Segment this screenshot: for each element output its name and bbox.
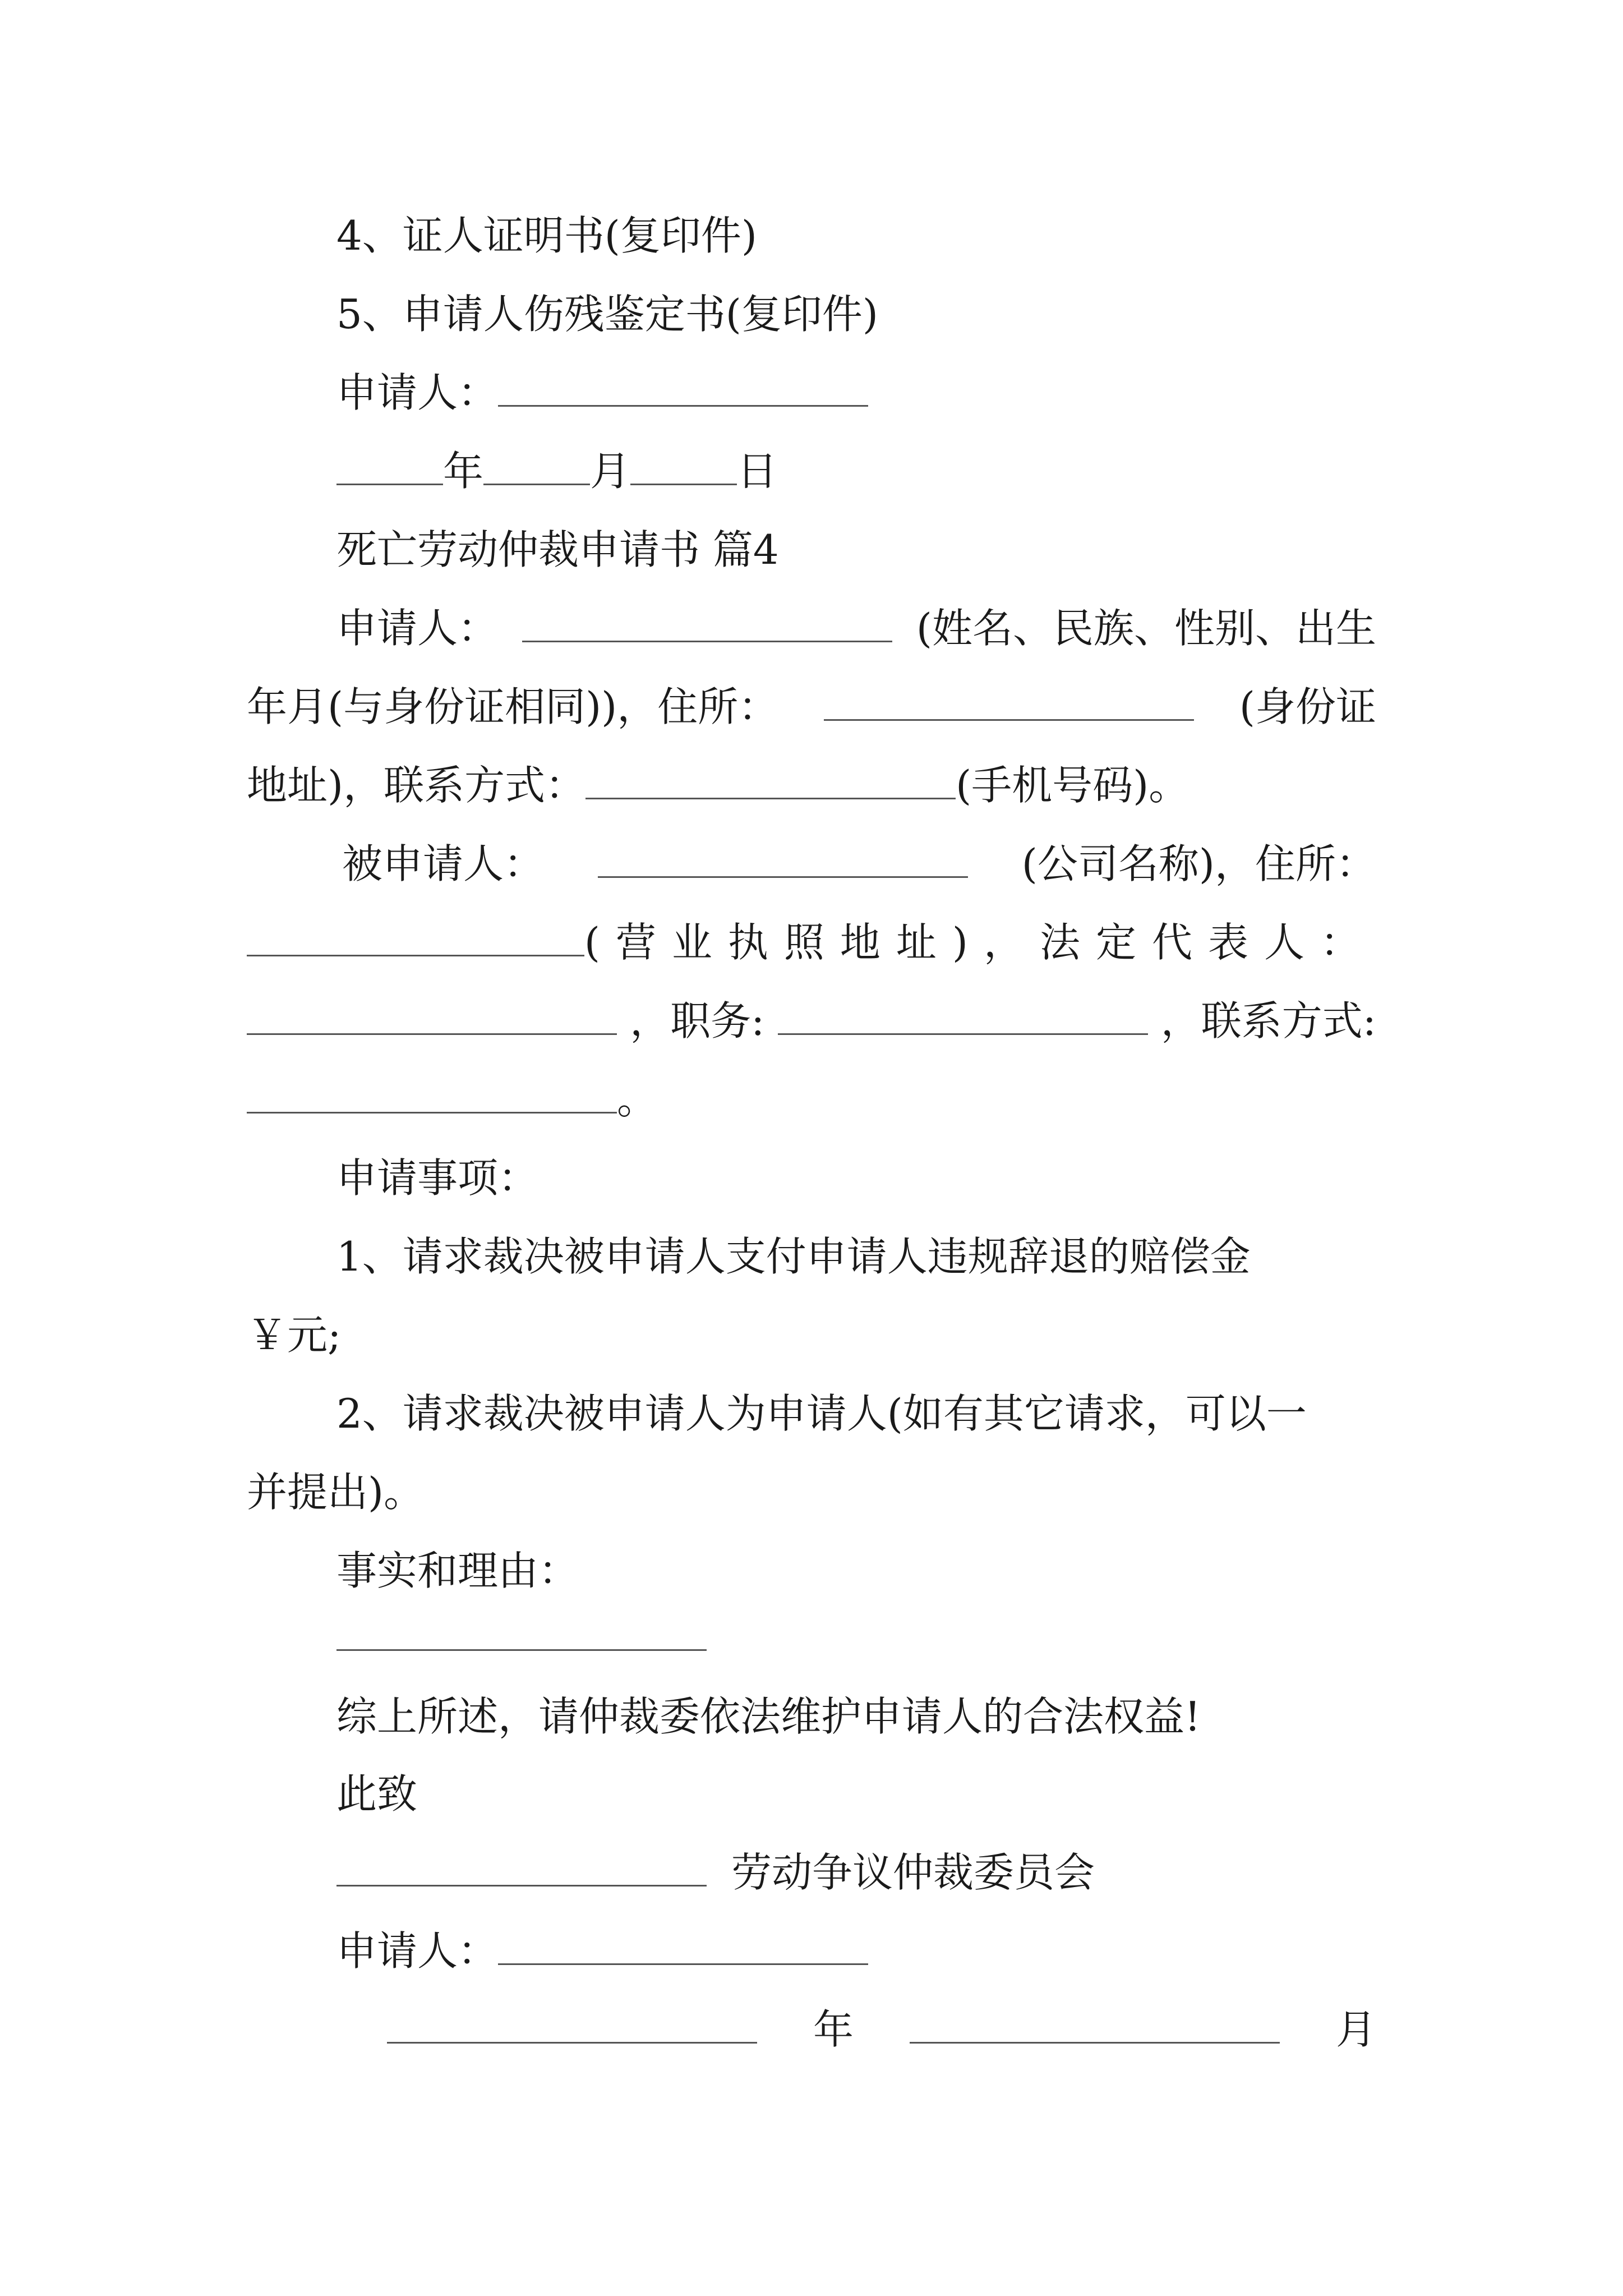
applicant-signature-line-2 <box>336 1924 868 1978</box>
date-line <box>336 444 777 498</box>
committee-line <box>336 1846 1095 1899</box>
respondent-label: 被申请人： <box>342 840 545 887</box>
facts-blank-line <box>336 1610 707 1664</box>
applicant-paragraph-line-3 <box>247 758 1189 812</box>
contact-label: 地址)，联系方式： <box>247 762 586 809</box>
respondent-line-4 <box>247 1073 657 1126</box>
respondent-line-2 <box>247 915 1376 969</box>
month-blank <box>483 447 590 485</box>
applicant-blank <box>498 368 868 407</box>
applicant-blank-2 <box>498 1926 868 1965</box>
applicant-paragraph-line-2 <box>247 680 1376 734</box>
claim-2-line-1: 2、请求裁决被申请人为申请人(如有其它请求，可以一 <box>336 1390 1307 1437</box>
committee-blank <box>336 1848 707 1887</box>
month-label: 月 <box>590 448 631 495</box>
year-blank <box>336 447 443 485</box>
attachment-item-4: 4、证人证明书(复印件) <box>336 212 757 259</box>
applicant-residence-label: 年月(与身份证相同))，住所： <box>247 683 779 730</box>
year-label: 年 <box>443 448 484 495</box>
day-blank <box>630 447 737 485</box>
legal-rep-blank <box>247 996 617 1035</box>
claim-1-line-1: 1、请求裁决被申请人支付申请人违规辞退的赔偿金 <box>336 1233 1251 1280</box>
position-label: ，职务: <box>630 997 765 1045</box>
applicant-label: 申请人： <box>336 369 499 416</box>
residence-blank <box>824 682 1194 721</box>
respondent-line-3 <box>247 994 1376 1048</box>
section-title: 死亡劳动仲裁申请书 篇4 <box>336 526 779 573</box>
final-month-blank <box>910 2005 1280 2044</box>
applicant-label-3: 申请人： <box>336 1927 499 1975</box>
applicant-note: (姓名、民族、性别、出生 <box>916 605 1376 652</box>
business-address-note: (营业执照地址)，法定代表人： <box>584 919 1376 966</box>
respondent-contact-blank <box>247 1075 617 1114</box>
final-year-blank <box>387 2005 757 2044</box>
final-year-label: 年 <box>813 2006 854 2053</box>
applicant-signature-line <box>336 366 868 420</box>
attachment-item-5: 5、申请人伤残鉴定书(复印件) <box>336 291 878 338</box>
facts-blank <box>336 1612 707 1651</box>
facts-label: 事实和理由： <box>336 1547 579 1594</box>
claim-2-line-2: 并提出)。 <box>247 1469 425 1516</box>
position-blank <box>778 996 1148 1035</box>
applicant-label-2: 申请人： <box>336 605 499 652</box>
conclusion: 综上所述，请仲裁委依法维护申请人的合法权益! <box>336 1693 1201 1740</box>
contact-blank <box>585 761 956 799</box>
applicant-name-blank <box>522 604 892 642</box>
salutation: 此致 <box>336 1770 418 1818</box>
business-address-blank <box>247 918 584 956</box>
day-label: 日 <box>737 448 778 495</box>
id-card-note: (身份证 <box>1239 683 1376 730</box>
applicant-paragraph-line-1 <box>336 601 1376 655</box>
committee-name: 劳动争议仲裁委员会 <box>731 1849 1095 1896</box>
phone-note: (手机号码)。 <box>956 762 1189 809</box>
final-date-line <box>387 2003 1376 2056</box>
final-month-label: 月 <box>1335 2006 1376 2053</box>
respondent-contact-label: ，联系方式: <box>1160 997 1376 1045</box>
company-blank <box>598 839 968 878</box>
claims-label: 申请事项： <box>336 1154 539 1202</box>
respondent-line-1 <box>342 837 1376 891</box>
company-note: (公司名称)，住所： <box>1021 840 1376 887</box>
claim-1-line-2: ￥元; <box>247 1312 342 1359</box>
period: 。 <box>617 1076 658 1123</box>
